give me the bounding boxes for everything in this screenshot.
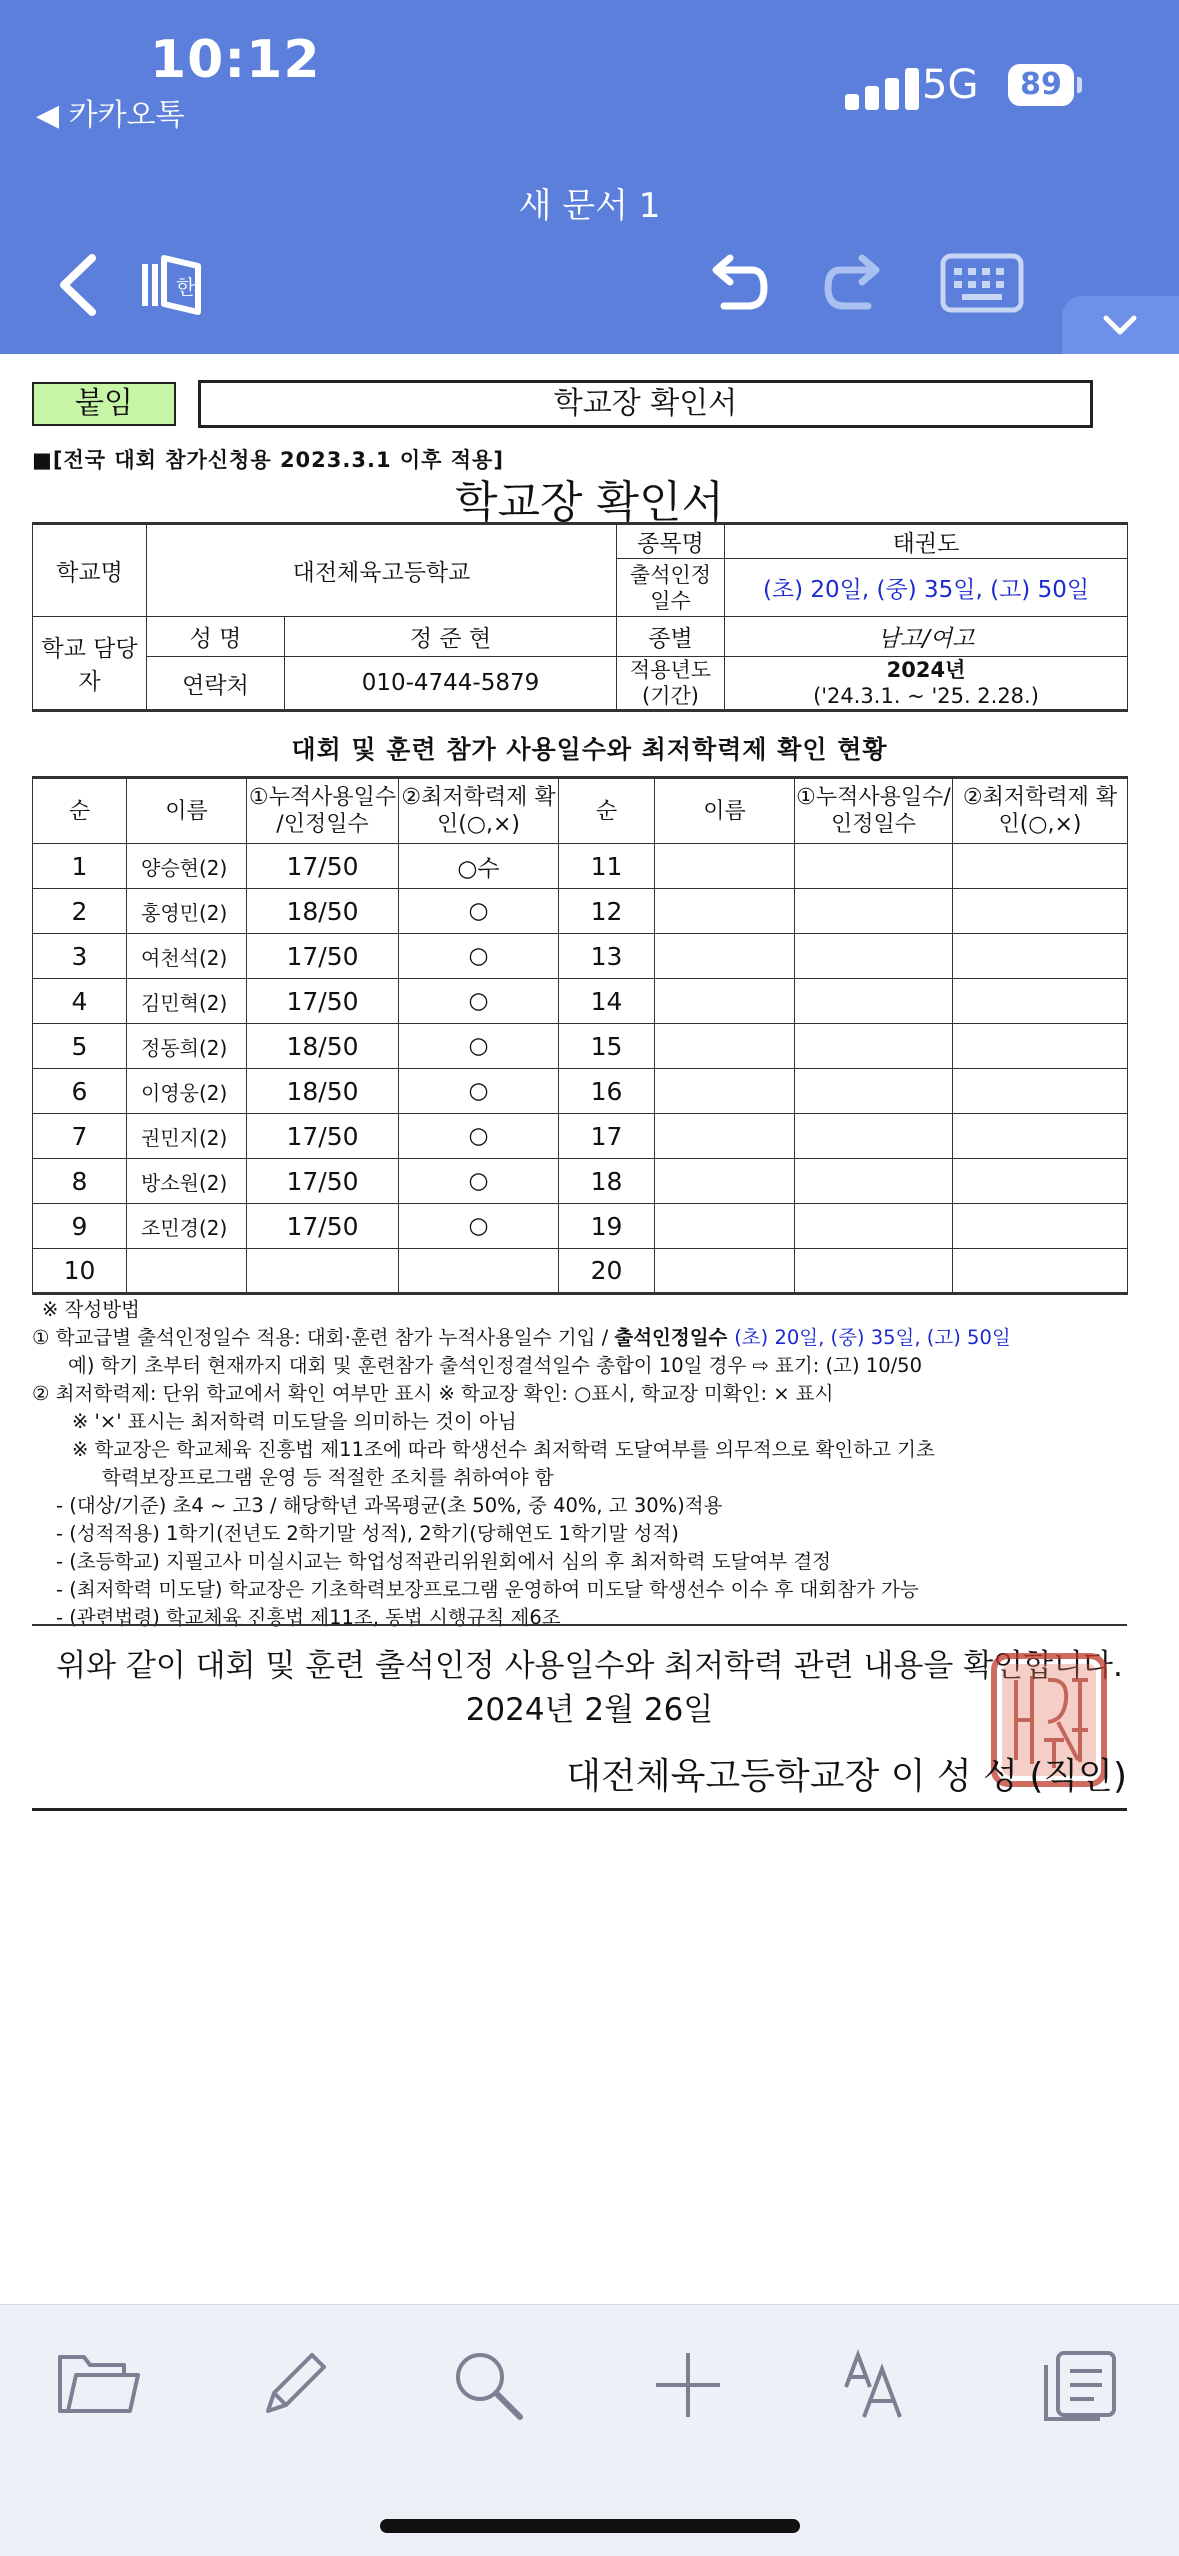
- cell-name-right: [655, 889, 795, 934]
- cell-no-right: 18: [559, 1159, 655, 1204]
- cell-name: [127, 1249, 247, 1294]
- cell-no-right: 14: [559, 979, 655, 1024]
- contact-label: 연락처: [147, 657, 285, 711]
- divider: [32, 1624, 1127, 1626]
- divider: [32, 1808, 1127, 1811]
- note-4: ※ 학교장은 학교체육 진흥법 제11조에 따라 학생선수 최저학력 도달여부를 의무적으로 확인하고 기초: [72, 1438, 935, 1461]
- cell-name: 여천석(2): [127, 934, 247, 979]
- cell-check: ○: [399, 1069, 559, 1114]
- cell-no: 5: [33, 1024, 127, 1069]
- table-row: [33, 1204, 1128, 1249]
- cell-check-right: [953, 1249, 1128, 1294]
- col-check: ②최저학력제 확인(○,×): [399, 778, 559, 844]
- cell-no: 2: [33, 889, 127, 934]
- undo-icon[interactable]: [700, 250, 770, 324]
- cell-name-right: [655, 1249, 795, 1294]
- pages-icon[interactable]: [1038, 2345, 1124, 2429]
- table-row: [33, 889, 1128, 934]
- cell-name-right: [655, 1069, 795, 1114]
- col-days: ①누적사용일수 /인정일수: [247, 778, 399, 844]
- school-name: 대전체육고등학교: [147, 524, 617, 617]
- table-row: [33, 934, 1128, 979]
- cell-check-right: [953, 889, 1128, 934]
- cell-check: ○: [399, 1024, 559, 1069]
- cell-no-right: 13: [559, 934, 655, 979]
- note-2: ② 최저학력제: 단위 학교에서 확인 여부만 표시 ※ 학교장 확인: ○표시, 학교장 미확인: × 표시: [32, 1382, 834, 1405]
- cell-name: 양승현(2): [127, 844, 247, 889]
- cell-days-right: [795, 979, 953, 1024]
- confirm-text: 위와 같이 대회 및 훈련 출석인정 사용일수와 최저학력 관련 내용을 확인합니다.: [56, 1648, 1123, 1684]
- col-name: 이름: [127, 778, 247, 844]
- notes-heading: ※ 작성방법: [42, 1298, 140, 1321]
- cell-name-right: [655, 1024, 795, 1069]
- cell-no: 7: [33, 1114, 127, 1159]
- cell-no: 9: [33, 1204, 127, 1249]
- table-row: [33, 1024, 1128, 1069]
- cell-check: ○: [399, 934, 559, 979]
- hanword-icon[interactable]: [138, 250, 208, 324]
- cell-name-right: [655, 979, 795, 1024]
- cell-name: 조민경(2): [127, 1204, 247, 1249]
- collapse-toolbar-button[interactable]: [1062, 296, 1179, 354]
- cell-days: 17/50: [247, 1204, 399, 1249]
- cell-check: ○: [399, 889, 559, 934]
- cell-name-right: [655, 1204, 795, 1249]
- cell-name-right: [655, 1159, 795, 1204]
- cell-name: 이영웅(2): [127, 1069, 247, 1114]
- cell-days-right: [795, 1024, 953, 1069]
- category-value: 남고/여고: [725, 617, 1128, 657]
- note-1b: 출석인정일수: [614, 1326, 735, 1349]
- cell-no: 4: [33, 979, 127, 1024]
- bottom-toolbar: [0, 2304, 1179, 2556]
- cell-days-right: [795, 934, 953, 979]
- cell-check-right: [953, 934, 1128, 979]
- note-1: [32, 1324, 1142, 1352]
- cell-name: 권민지(2): [127, 1114, 247, 1159]
- home-indicator[interactable]: [380, 2519, 800, 2533]
- table-row: [33, 979, 1128, 1024]
- cell-no: 1: [33, 844, 127, 889]
- text-size-icon[interactable]: [842, 2345, 922, 2429]
- status-time: 10:12: [150, 30, 321, 90]
- cell-days: 17/50: [247, 979, 399, 1024]
- cell-days: 17/50: [247, 1114, 399, 1159]
- keyboard-icon[interactable]: [940, 250, 1024, 324]
- cell-days-right: [795, 1159, 953, 1204]
- cell-check-right: [953, 1114, 1128, 1159]
- table-row: [33, 1069, 1128, 1114]
- cell-days-right: [795, 1249, 953, 1294]
- battery-icon: 89: [1008, 64, 1074, 106]
- cell-days-right: [795, 1114, 953, 1159]
- network-label: 5G: [922, 62, 979, 108]
- cell-days: 17/50: [247, 934, 399, 979]
- document-title: 새 문서 1: [518, 186, 661, 226]
- date-text: 2024년 2월 26일: [465, 1692, 714, 1728]
- cell-check-right: [953, 1204, 1128, 1249]
- cell-name: 정동희(2): [127, 1024, 247, 1069]
- cell-days-right: [795, 1204, 953, 1249]
- cell-days: 18/50: [247, 1024, 399, 1069]
- battery-tip: [1077, 77, 1082, 93]
- cell-no: 10: [33, 1249, 127, 1294]
- col-no: 순: [33, 778, 127, 844]
- cell-no: 6: [33, 1069, 127, 1114]
- redo-icon[interactable]: [822, 250, 892, 324]
- category-label: 종별: [617, 617, 725, 657]
- cell-check-right: [953, 1159, 1128, 1204]
- attendance-label: 출석인정 일수: [617, 559, 725, 617]
- cell-name-right: [655, 934, 795, 979]
- note-1c: (초) 20일, (중) 35일, (고) 50일: [734, 1326, 1011, 1349]
- col-days-right: ①누적사용일수/ 인정일수: [795, 778, 953, 844]
- cell-no: 3: [33, 934, 127, 979]
- year-value: 2024년: [886, 658, 966, 682]
- year-label: 적용년도 (기간): [617, 657, 725, 711]
- document-heading: 학교장 확인서: [454, 477, 724, 528]
- period-value: ('24.3.1. ~ '25. 2.28.): [813, 684, 1039, 708]
- cell-check-right: [953, 1069, 1128, 1114]
- cell-check: ○수: [399, 844, 559, 889]
- cell-check: ○: [399, 1204, 559, 1249]
- sport-value: 태권도: [725, 524, 1128, 559]
- table-row: [33, 1114, 1128, 1159]
- cell-name: 김민혁(2): [127, 979, 247, 1024]
- cell-days: 17/50: [247, 844, 399, 889]
- cell-no-right: 12: [559, 889, 655, 934]
- cell-check: ○: [399, 1159, 559, 1204]
- note-1d: 예) 학기 초부터 현재까지 대회 및 훈련참가 출석인정결석일수 총합이 10일 경우 ⇨ 표기: (고) 10/50: [68, 1354, 922, 1377]
- subnote: ■[전국 대회 참가신청용 2023.3.1 이후 적용]: [32, 448, 504, 472]
- note-8: - (최저학력 미도달) 학교장은 기초학력보장프로그램 운영하여 미도달 학생선수 이수 후 대회참가 가능: [56, 1578, 919, 1601]
- manager-label: 학교 담당자: [33, 617, 147, 711]
- cell-no-right: 17: [559, 1114, 655, 1159]
- year-cell: [725, 657, 1128, 711]
- note-3: ※ '×' 표시는 최저학력 미도달을 의미하는 것이 아님: [72, 1410, 517, 1433]
- col-name-right: 이름: [655, 778, 795, 844]
- cell-no-right: 19: [559, 1204, 655, 1249]
- cell-days: 18/50: [247, 1069, 399, 1114]
- attendance-value: (초) 20일, (중) 35일, (고) 50일: [725, 559, 1128, 617]
- cell-days: 18/50: [247, 889, 399, 934]
- info-table: [32, 522, 1128, 712]
- signal-icon: [845, 68, 925, 110]
- note-7: - (초등학교) 지필고사 미실시교는 학업성적관리위원회에서 심의 후 최저학력 도달여부 결정: [56, 1550, 832, 1573]
- cell-check-right: [953, 979, 1128, 1024]
- cell-no: 8: [33, 1159, 127, 1204]
- cell-no-right: 15: [559, 1024, 655, 1069]
- writing-notes: [32, 1296, 1142, 1632]
- chevron-down-icon: [1100, 312, 1140, 338]
- cell-check-right: [953, 1024, 1128, 1069]
- back-icon[interactable]: [52, 250, 102, 324]
- cell-name-right: [655, 1114, 795, 1159]
- table-row: [33, 1249, 1128, 1294]
- cell-no-right: 20: [559, 1249, 655, 1294]
- top-bar: [0, 0, 1179, 354]
- search-icon[interactable]: [448, 2345, 528, 2429]
- cell-days: 17/50: [247, 1159, 399, 1204]
- name-label: 성 명: [147, 617, 285, 657]
- folder-icon[interactable]: [54, 2345, 144, 2429]
- document-page[interactable]: [0, 354, 1179, 2304]
- cell-days-right: [795, 889, 953, 934]
- table-row: [33, 1159, 1128, 1204]
- attendance-table: [32, 776, 1128, 1295]
- note-4b: 학력보장프로그램 운영 등 적절한 조치를 취하여야 함: [102, 1466, 554, 1489]
- cell-name: 홍영민(2): [127, 889, 247, 934]
- cell-days-right: [795, 844, 953, 889]
- attachment-label: 붙임: [32, 382, 176, 426]
- cell-no-right: 16: [559, 1069, 655, 1114]
- cell-check: ○: [399, 979, 559, 1024]
- note-6: - (성적적용) 1학기(전년도 2학기말 성적), 2학기(당해연도 1학기말 성적): [56, 1522, 679, 1545]
- note-1a: ① 학교급별 출석인정일수 적용: 대회·훈련 참가 누적사용일수 기입 /: [32, 1326, 615, 1349]
- header-box: 학교장 확인서: [198, 380, 1093, 428]
- signer-line: 대전체육고등학교장 이 성 성 (직인): [566, 1756, 1127, 1797]
- sport-label: 종목명: [617, 524, 725, 559]
- cell-check: [399, 1249, 559, 1294]
- col-no-right: 순: [559, 778, 655, 844]
- contact-value: 010-4744-5879: [285, 657, 617, 711]
- status-title: 대회 및 훈련 참가 사용일수와 최저학력제 확인 현황: [291, 735, 888, 764]
- table-row: [33, 844, 1128, 889]
- pencil-icon[interactable]: [254, 2345, 334, 2429]
- school-label: 학교명: [33, 524, 147, 617]
- name-value: 정 준 현: [285, 617, 617, 657]
- svg-text:한: 한: [176, 275, 196, 299]
- col-check-right: ②최저학력제 확인(○,×): [953, 778, 1128, 844]
- note-9: - (관련법령) 학교체육 진흥법 제11조, 동법 시행규칙 제6조: [56, 1606, 561, 1629]
- plus-icon[interactable]: [648, 2345, 728, 2429]
- cell-check-right: [953, 844, 1128, 889]
- back-to-app-link[interactable]: ◀ 카카오톡: [36, 98, 185, 133]
- note-5: - (대상/기준) 초4 ~ 고3 / 해당학년 과목평균(초 50%, 중 40%, 고 30%)적용: [56, 1494, 723, 1517]
- cell-name: 방소원(2): [127, 1159, 247, 1204]
- cell-name-right: [655, 844, 795, 889]
- cell-check: ○: [399, 1114, 559, 1159]
- cell-days-right: [795, 1069, 953, 1114]
- cell-no-right: 11: [559, 844, 655, 889]
- cell-days: [247, 1249, 399, 1294]
